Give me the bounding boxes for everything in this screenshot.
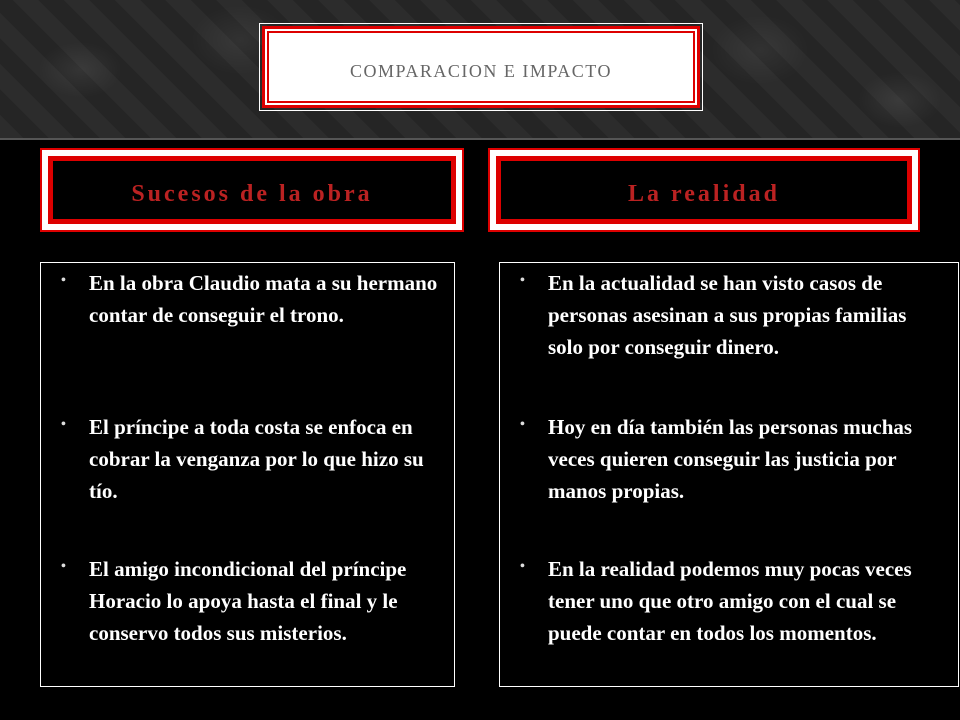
title-box xyxy=(262,26,700,108)
bullet-icon: • xyxy=(520,417,525,432)
bullet-text: En la actualidad se han visto casos de personas asesinan a sus propias familias solo por conseguir dinero. xyxy=(548,271,907,359)
right-heading-box xyxy=(488,148,920,232)
bullet-icon: • xyxy=(520,273,525,288)
left-heading: Sucesos de la obra xyxy=(131,181,373,207)
right-column xyxy=(499,262,959,687)
bullet-icon: • xyxy=(61,417,66,432)
right-heading: La realidad xyxy=(628,181,780,207)
left-heading-inner xyxy=(48,156,456,224)
bullet-text: En la obra Claudio mata a su hermano contar de conseguir el trono. xyxy=(89,271,438,327)
left-heading-box xyxy=(40,148,464,232)
bullet-text: El amigo incondicional del príncipe Horacio lo apoya hasta el final y le conservo todos sus misterios. xyxy=(89,557,407,645)
list-item xyxy=(500,411,958,507)
right-heading-inner xyxy=(496,156,912,224)
list-item xyxy=(500,553,958,649)
bullet-icon: • xyxy=(520,559,525,574)
bullet-icon: • xyxy=(61,273,66,288)
left-column xyxy=(40,262,455,687)
list-item xyxy=(41,553,454,649)
bullet-text: Hoy en día también las personas muchas veces quieren conseguir las justicia por manos propias. xyxy=(548,415,913,503)
slide-title: COMPARACION E IMPACTO xyxy=(350,61,612,81)
list-item xyxy=(500,267,958,363)
list-item xyxy=(41,411,454,507)
bullet-text: El príncipe a toda costa se enfoca en cobrar la venganza por lo que hizo su tío. xyxy=(89,415,424,503)
list-item xyxy=(41,267,454,331)
bullet-text: En la realidad podemos muy pocas veces tener uno que otro amigo con el cual se puede contar en todos los momentos. xyxy=(548,557,912,645)
bullet-icon: • xyxy=(61,559,66,574)
header-divider xyxy=(0,138,960,140)
